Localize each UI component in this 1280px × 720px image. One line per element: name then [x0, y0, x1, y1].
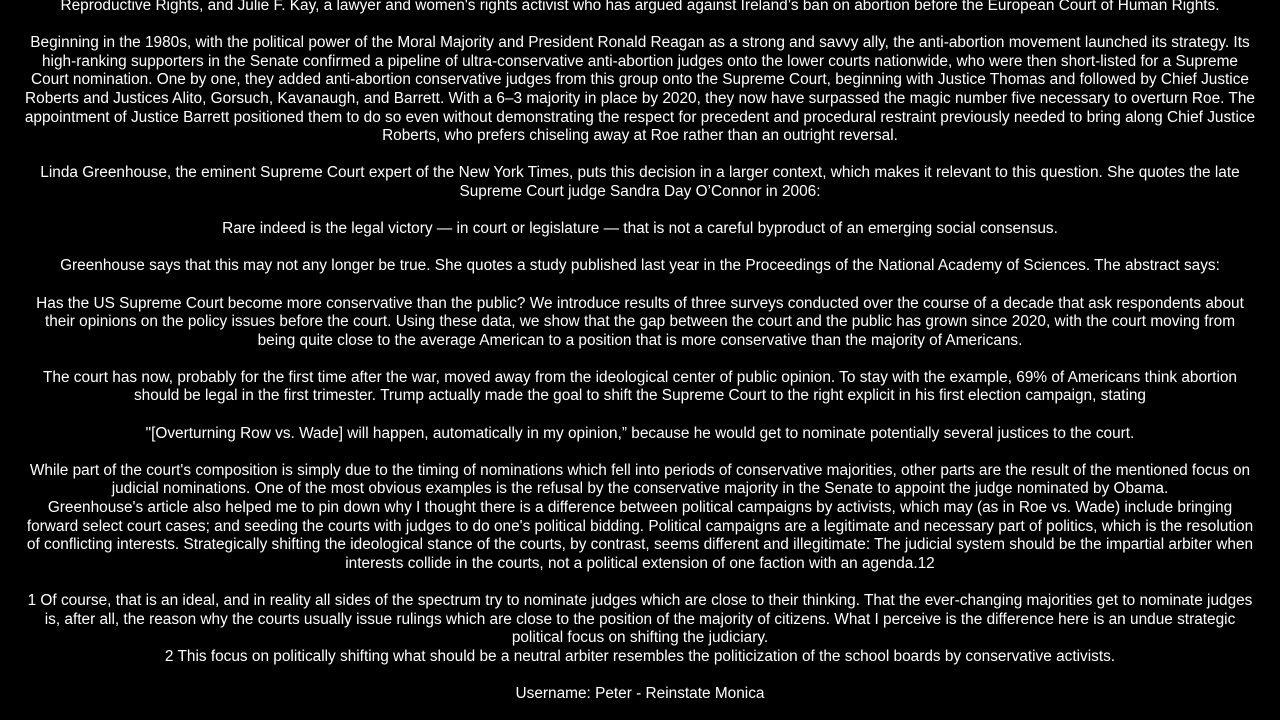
- text-line: Reproductive Rights, and Julie F. Kay, a lawyer and women's rights activist who has argued against Ireland’s ban on abortion before the European Court of Human Rights.: [60, 0, 1220, 14]
- footnote-line: political focus on shifting the judiciary.: [511, 629, 769, 647]
- text-line: Supreme Court judge Sandra Day O’Connor in 2006:: [459, 182, 821, 200]
- footnotes: [0, 592, 1280, 666]
- text-line: The court has now, probably for the first time after the war, moved away from the ideological center of public opinion. To stay with the example, 69% of Americans think abortion: [43, 368, 1237, 386]
- text-line: Court nomination. One by one, they added anti-abortion conservative judges from this group onto the Supreme Court, beginning with Justice Thomas and followed by Chief Justice: [31, 71, 1249, 89]
- paragraph-intro-fragment: [0, 0, 1280, 16]
- text-line: Linda Greenhouse, the eminent Supreme Court expert of the New York Times, puts this decision in a larger context, which makes it relevant to this question. She quotes the late: [40, 164, 1240, 182]
- text-line: being quite close to the average American to a position that is more conservative than the majority of Americans.: [257, 331, 1023, 349]
- username-text: Username: Peter - Reinstate Monica: [515, 684, 765, 702]
- text-line: their opinions on the policy issues before the court. Using these data, we show that the gap between the court and the public has grown since 2020, with the court moving from: [44, 313, 1236, 331]
- text-line: Greenhouse says that this may not any longer be true. She quotes a study published last year in the Proceedings of the National Academy of Sciences. The abstract says:: [60, 257, 1220, 275]
- paragraph-anti-abortion-strategy: [0, 34, 1280, 146]
- text-line: Roberts, who prefers chiseling away at Roe rather than an outright reversal.: [382, 127, 898, 145]
- text-line: Has the US Supreme Court become more conservative than the public? We introduce results of three surveys conducted over the course of a decade that ask respondents about: [36, 294, 1244, 312]
- footnote-line: is, after all, the reason why the courts usually issue rulings which are close to the position of the majority of citizens. What I perceive is the difference here is an undue strategic: [44, 610, 1236, 628]
- paragraph-court-composition: [0, 462, 1280, 574]
- text-line: high-ranking supporters in the Senate confirmed a pipeline of ultra-conservative anti-abortion judges onto the lower courts nationwide, who were then short-listed for a Supreme: [41, 52, 1238, 70]
- username-signature: [0, 685, 1280, 704]
- text-line: Greenhouse's article also helped me to pin down why I thought there is a difference between political campaigns by activists, which may (as in Roe vs. Wade) include bringing: [47, 499, 1233, 517]
- text-line: judicial nominations. One of the most obvious examples is the refusal by the conservative majority in the Senate to appoint the judge nominated by Obama.: [111, 480, 1169, 498]
- text-line: interests collide in the courts, not a political extension of one faction with an agenda.12: [345, 554, 935, 572]
- text-line: appointment of Justice Barrett positioned them to do so even without demonstrating the respect for precedent and procedural restraint previously needed to bring along Chief Justice: [24, 108, 1256, 126]
- quote-oconnor: [0, 220, 1280, 239]
- text-line: Roberts and Justices Alito, Gorsuch, Kavanaugh, and Barrett. With a 6–3 majority in place by 2020, they now have surpassed the magic number five necessary to overturn Roe. The: [25, 89, 1255, 107]
- footnote-line: 1 Of course, that is an ideal, and in reality all sides of the spectrum try to nominate judges which are close to their thinking. That the ever-changing majorities get to nominate judges: [27, 592, 1253, 609]
- quote-abstract: [0, 295, 1280, 351]
- text-line: forward select court cases; and seeding the courts with judges to do one's political bidding. Political campaigns are a legitimate and necessary part of politics, which is the resolution: [26, 517, 1254, 535]
- text-line: of conflicting interests. Strategically shifting the ideological stance of the courts, by contrast, seems different and illegitimate: The judicial system should be the impartial arbiter when: [26, 536, 1254, 554]
- paragraph-greenhouse-context: [0, 164, 1280, 201]
- text-line: Beginning in the 1980s, with the political power of the Moral Majority and President Ronald Reagan as a strong and savvy ally, the anti-abortion movement launched its strategy. Its: [30, 34, 1250, 52]
- paragraph-court-shift: [0, 369, 1280, 406]
- text-line: "[Overturning Row vs. Wade] will happen, automatically in my opinion,” because he would get to nominate potentially several justices to the court.: [145, 424, 1135, 442]
- footnote-line: 2 This focus on politically shifting what should be a neutral arbiter resembles the politicization of the school boards by conservative activists.: [164, 647, 1116, 665]
- quote-trump: [0, 425, 1280, 444]
- text-line: should be legal in the first trimester. Trump actually made the goal to shift the Supreme Court to the right explicit in his first election campaign, stating: [133, 387, 1146, 405]
- paragraph-pnas-study: [0, 257, 1280, 276]
- text-line: Rare indeed is the legal victory — in court or legislature — that is not a careful byproduct of an emerging social consensus.: [222, 220, 1058, 238]
- text-line: While part of the court's composition is simply due to the timing of nominations which fell into periods of conservative majorities, other parts are the result of the mentioned focus on: [29, 461, 1251, 479]
